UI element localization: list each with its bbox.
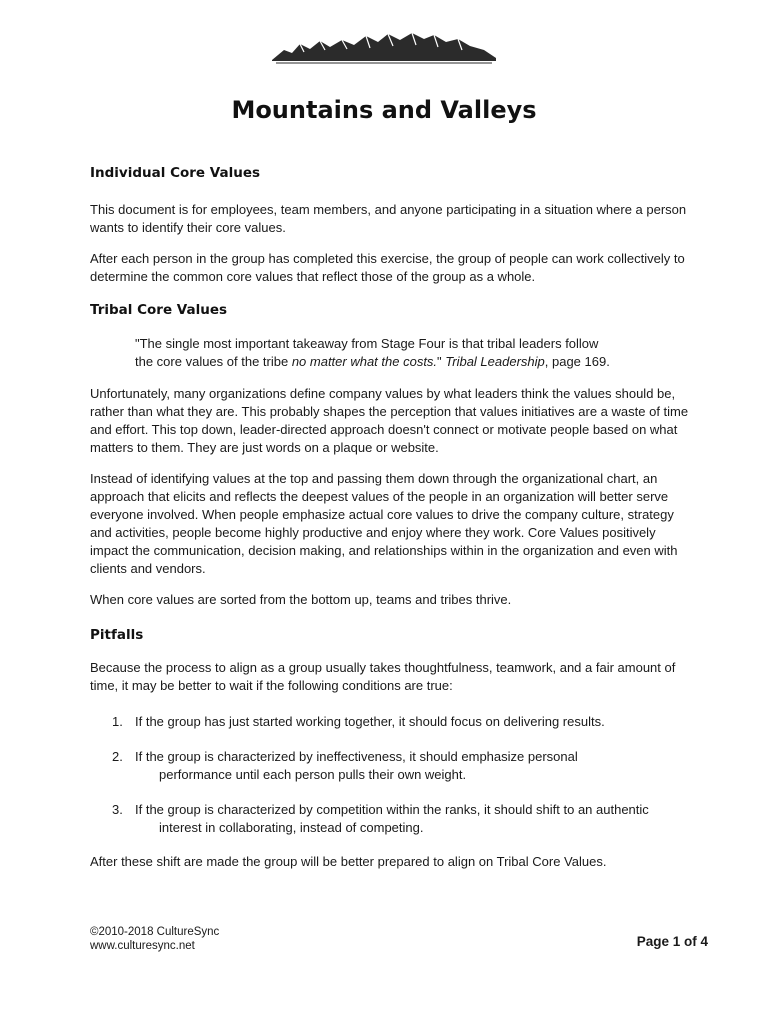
pitfalls-list xyxy=(90,713,690,837)
quote-source: Tribal Leadership xyxy=(445,354,545,369)
list-item-text-continued: performance until each person pulls their own weight. xyxy=(159,767,467,782)
footer-info xyxy=(90,925,219,953)
section-heading-pitfalls: Pitfalls xyxy=(90,627,144,643)
list-item-text: If the group has just started working together, it should focus on delivering results. xyxy=(135,714,605,729)
page-number: Page 1 of 4 xyxy=(636,934,708,949)
list-item-text: If the group is characterized by competition within the ranks, it should shift to an authentic xyxy=(135,802,649,817)
list-item-number: 3. xyxy=(112,802,123,817)
quote-emphasis: no matter what the costs. xyxy=(291,354,438,369)
list-item xyxy=(90,748,690,784)
list-item xyxy=(90,801,690,837)
quote-page: , page 169. xyxy=(544,354,610,369)
paragraph: Unfortunately, many organizations define company values by what leaders think the values should be, rather than what they are. This probably shapes the perception that values initiatives are a waste of time and effort. This top down, leader-directed approach doesn't connect or motivate people based on what matters to them. They are just words on a plaque or website. xyxy=(90,386,689,455)
paragraph: After these shift are made the group will be better prepared to align on Tribal Core Values. xyxy=(90,854,607,869)
list-item-text-continued: interest in collaborating, instead of competing. xyxy=(159,820,424,835)
quote-close: " xyxy=(437,354,446,369)
list-item-number: 1. xyxy=(112,714,123,729)
copyright-text: ©2010-2018 CultureSync xyxy=(90,926,220,938)
list-item xyxy=(90,713,690,731)
paragraph: Because the process to align as a group usually takes thoughtfulness, teamwork, and a fair amount of time, it may be better to wait if the following conditions are true: xyxy=(90,660,676,693)
website-text: www.culturesync.net xyxy=(90,940,195,952)
quote-line-2: the core values of the tribe xyxy=(135,354,292,369)
page-title: Mountains and Valleys xyxy=(231,96,537,124)
list-item-text: If the group is characterized by ineffectiveness, it should emphasize personal xyxy=(135,749,578,764)
list-item-number: 2. xyxy=(112,749,123,764)
section-heading-tribal: Tribal Core Values xyxy=(90,302,228,318)
quote xyxy=(90,335,690,371)
mountains-logo xyxy=(270,30,498,66)
section-heading-individual: Individual Core Values xyxy=(90,165,261,181)
paragraph: Instead of identifying values at the top and passing them down through the organizational chart, an approach that elicits and reflects the deepest values of the people in an organization will better serve everyone involved. When people emphasize actual core values to drive the company culture, strategy and activities, people become highly productive and enjoy where they work. Core Values positively impact the communication, decision making, and relationships within in the organization and even with clients and vendors. xyxy=(90,471,678,576)
paragraph: After each person in the group has completed this exercise, the group of people can work collectively to determine the common core values that reflect those of the group as a whole. xyxy=(90,251,685,284)
document-body xyxy=(90,160,690,871)
paragraph: When core values are sorted from the bottom up, teams and tribes thrive. xyxy=(90,592,512,607)
paragraph: This document is for employees, team members, and anyone participating in a situation where a person wants to identify their core values. xyxy=(90,202,687,235)
quote-line-1: "The single most important takeaway from Stage Four is that tribal leaders follow xyxy=(135,336,599,351)
